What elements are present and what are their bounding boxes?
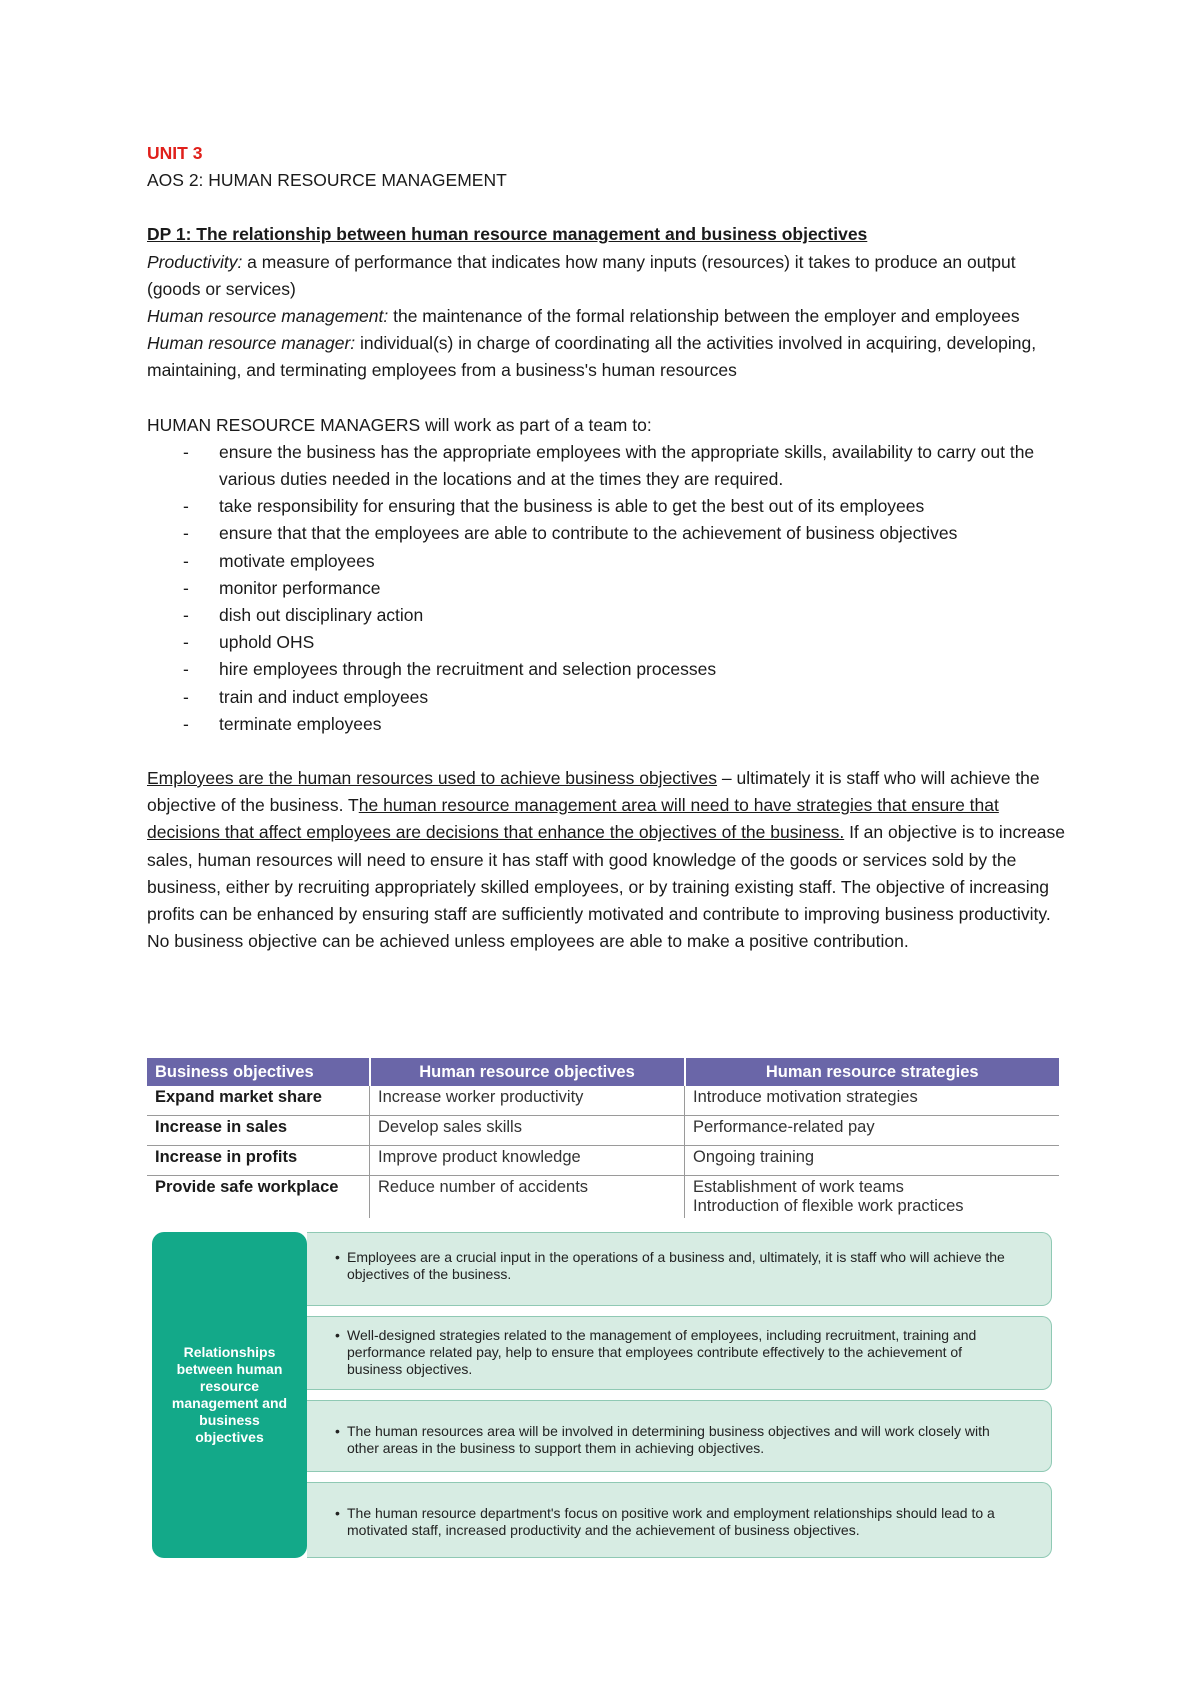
list-item: - train and induct employees: [147, 684, 1067, 711]
definition-text: individual(s) in charge of coordinating all the activities involved in acquiring, developing, maintaining, and terminating employees from a business's human resources: [147, 333, 1037, 381]
definition-text: the maintenance of the formal relationship between the employer and employees: [388, 306, 1020, 327]
paragraph-text: If an objective is to increase sales, human resources will need to ensure it has staff with good knowledge of the goods or services sold by the business, either by recruiting appropriately skilled employees, or by training existing staff. The objective of increasing profits can be enhanced by ensuring staff are sufficiently motivated and contribute to improving business productivity. No business objective can be achieved unless employees are able to make a positive contribution.: [147, 822, 1066, 952]
diagram-point: • Employees are a crucial input in the operations of a business and, ultimately, it is staff who will achieve the objectives of the business.: [335, 1249, 1021, 1283]
paragraph-text: – ultimately it is staff who will achieve the objective of the business. T: [147, 768, 1040, 816]
list-item: - monitor performance: [147, 575, 1067, 602]
objectives-paragraph: [147, 765, 1067, 955]
table-cell: Performance-related pay: [685, 1116, 1060, 1146]
definition-hr-manager: [147, 330, 1067, 384]
list-item: - uphold OHS: [147, 629, 1067, 656]
table-cell: Increase in sales: [147, 1116, 370, 1146]
paragraph-underlined: he human resource management area will need to have strategies that ensure that decisions that affect employees are decisions that enhance the objectives of the business.: [147, 795, 999, 843]
table-header: Human resource strategies: [685, 1058, 1060, 1086]
table-cell: Increase in profits: [147, 1146, 370, 1176]
list-item: - take responsibility for ensuring that the business is able to get the best out of its employees: [147, 493, 1067, 520]
definition-term: Productivity:: [147, 251, 243, 272]
list-item: - hire employees through the recruitment and selection processes: [147, 656, 1067, 683]
table-cell: Reduce number of accidents: [370, 1176, 685, 1219]
table-cell: Provide safe workplace: [155, 1178, 339, 1196]
diagram-point-box: [307, 1482, 1052, 1558]
list-item: - dish out disciplinary action: [147, 602, 1067, 629]
objectives-table: [147, 1058, 1059, 1218]
table-header: Business objectives: [147, 1058, 370, 1086]
definition-hrm: [147, 303, 1067, 330]
table-row: [147, 1146, 1059, 1176]
list-item: - motivate employees: [147, 548, 1067, 575]
cell-line: Establishment of work teams: [693, 1178, 904, 1196]
diagram-point-box: [307, 1232, 1052, 1306]
dp-heading: DP 1: The relationship between human resource management and business objectives: [147, 224, 868, 245]
table-cell: Improve product knowledge: [370, 1146, 685, 1176]
document-body: [147, 140, 1067, 955]
managers-list: [147, 439, 1067, 738]
table-cell: Expand market share: [147, 1086, 370, 1116]
aos-heading: AOS 2: HUMAN RESOURCE MANAGEMENT: [147, 170, 507, 191]
table-header-row: [147, 1058, 1059, 1086]
definition-text: a measure of performance that indicates how many inputs (resources) it takes to produce an output (goods or services): [147, 251, 1016, 299]
diagram-point: • Well-designed strategies related to the management of employees, including recruitment, training and performance related pay, help to ensure that employees contribute effectively to the achievement of business objectives.: [335, 1327, 1021, 1378]
list-item: - ensure the business has the appropriate employees with the appropriate skills, availability to carry out the various duties needed in the locations and at the times they are required.: [147, 439, 1067, 493]
list-item: - ensure that that the employees are able to contribute to the achievement of business objectives: [147, 520, 1067, 547]
table-row: [147, 1086, 1059, 1116]
table-header: Human resource objectives: [370, 1058, 685, 1086]
diagram-point: • The human resource department's focus on positive work and employment relationships should lead to a motivated staff, increased productivity and the achievement of business objectives.: [335, 1505, 1021, 1539]
diagram-point-box: [307, 1400, 1052, 1472]
diagram-title-box: [152, 1232, 307, 1558]
table-cell: [685, 1176, 1060, 1219]
table-row: [147, 1116, 1059, 1146]
managers-intro: HUMAN RESOURCE MANAGERS will work as part of a team to:: [147, 414, 652, 435]
diagram-title: Relationships between human resource management and business objectives: [171, 1344, 288, 1445]
table-row: [147, 1176, 1059, 1219]
paragraph-underlined: Employees are the human resources used to achieve business objectives: [147, 768, 718, 789]
definition-productivity: [147, 249, 1067, 303]
table-cell: Develop sales skills: [370, 1116, 685, 1146]
unit-heading: UNIT 3: [147, 143, 203, 163]
cell-line: Introduction of flexible work practices: [693, 1197, 964, 1215]
definition-term: Human resource manager:: [147, 333, 356, 354]
relationships-diagram: [152, 1232, 1052, 1558]
table-cell: Ongoing training: [685, 1146, 1060, 1176]
diagram-point: • The human resources area will be involved in determining business objectives and will work closely with other areas in the business to support them in achieving objectives.: [335, 1423, 1021, 1457]
table-cell: Introduce motivation strategies: [685, 1086, 1060, 1116]
table-cell: Increase worker productivity: [370, 1086, 685, 1116]
list-item: - terminate employees: [147, 711, 1067, 738]
diagram-point-box: [307, 1316, 1052, 1390]
definition-term: Human resource management:: [147, 306, 389, 327]
